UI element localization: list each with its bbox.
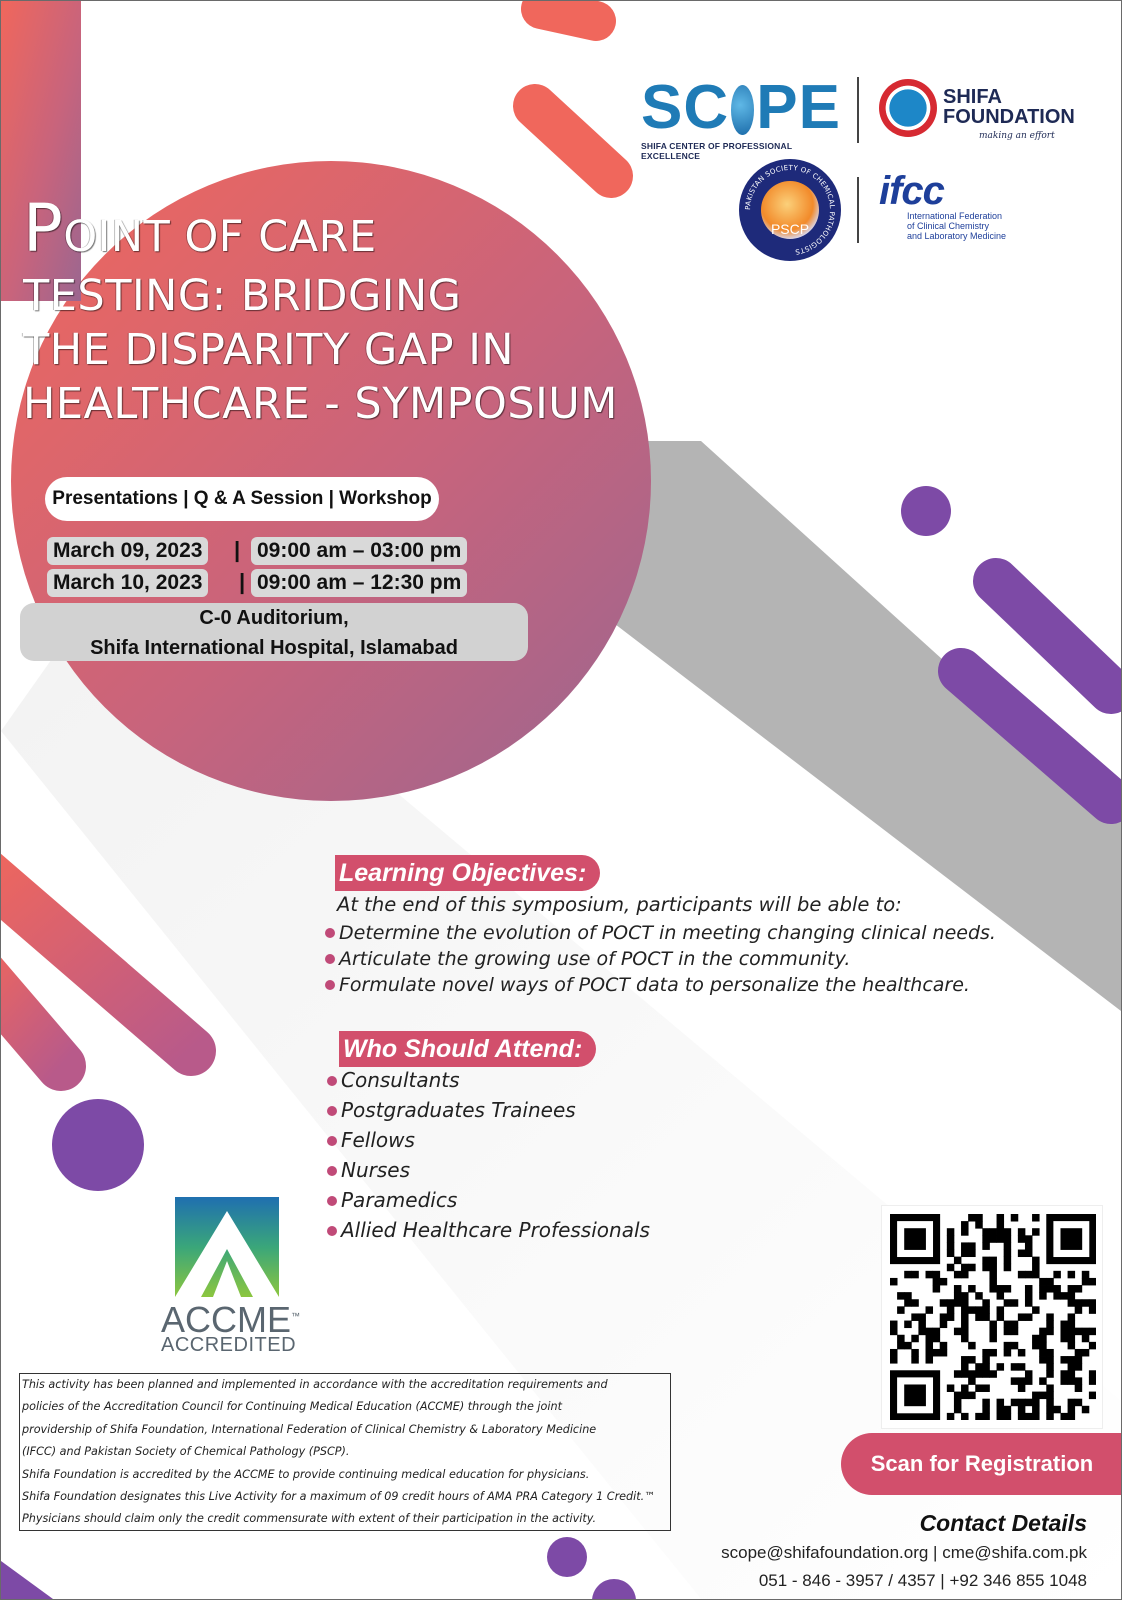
title-line-1: POINT OF CARE [23, 190, 377, 267]
disclaimer-line-4: (IFCC) and Pakistan Society of Chemical Pathology (PSCP). [22, 1445, 350, 1459]
bullet-icon [327, 1166, 337, 1176]
schedule-separator-2: | [239, 569, 246, 594]
objective-item-2: Articulate the growing use of POCT in the community. [325, 948, 850, 970]
bullet-icon [325, 954, 335, 964]
ifcc-full-line1: International Federation [907, 211, 1003, 221]
schedule-time-1: 09:00 am – 03:00 pm [251, 537, 467, 565]
scope-tagline: SHIFA CENTER OF PROFESSIONAL EXCELLENCE [641, 141, 793, 161]
purple-dot-right [901, 486, 951, 536]
bullet-icon [325, 980, 335, 990]
audience-item-1: Consultants [327, 1068, 460, 1092]
scope-wordmark: SC PE [641, 73, 841, 142]
objective-item-3: Formulate novel ways of POCT data to personalize the healthcare. [325, 974, 970, 996]
accreditation-disclaimer [19, 1373, 671, 1531]
bullet-icon [327, 1106, 337, 1116]
event-title [23, 190, 663, 431]
title-line-2: TESTING: BRIDGING [23, 271, 462, 321]
contact-heading: Contact Details [919, 1510, 1087, 1536]
globe-icon [731, 85, 754, 135]
bullet-icon [325, 928, 335, 938]
schedule-date-1: March 09, 2023 [47, 537, 208, 565]
disclaimer-line-3: providership of Shifa Foundation, International Federation of Clinical Chemistry & Laboratory Medicine [22, 1422, 597, 1436]
ifcc-logo [879, 171, 1019, 251]
venue [20, 603, 528, 661]
purple-dot-left [52, 1099, 144, 1191]
audience-item-3: Fellows [327, 1128, 415, 1152]
ifcc-fullname [907, 211, 1019, 241]
session-formats: Presentations | Q & A Session | Workshop [45, 477, 439, 521]
left-pill-2 [1, 961, 61, 1066]
audience-heading: Who Should Attend: [339, 1031, 596, 1067]
accme-word: ACCME™ [161, 1299, 301, 1340]
pscp-ring-text: PAKISTAN SOCIETY OF CHEMICAL PATHOLOGISTS [743, 163, 837, 256]
shifa-foundation-logo [879, 79, 1075, 143]
audience-item-2: Postgraduates Trainees [327, 1098, 576, 1122]
purple-dot-bottom-2 [592, 1579, 636, 1599]
purple-dot-bottom [547, 1537, 587, 1577]
shifa-name-line1: SHIFA [943, 86, 1002, 108]
accme-logo [161, 1197, 301, 1359]
venue-line-1: C-0 Auditorium, [199, 607, 349, 629]
purple-pill-right-1 [996, 581, 1111, 691]
qr-code-icon [890, 1214, 1096, 1420]
venue-line-2: Shifa International Hospital, Islamabad [90, 637, 458, 659]
disclaimer-line-7: Physicians should claim only the credit commensurate with extent of their participation in the activity. [22, 1512, 597, 1526]
audience-item-5: Paramedics [327, 1188, 457, 1212]
bullet-icon [327, 1076, 337, 1086]
pscp-logo [739, 159, 841, 261]
bullet-icon [327, 1226, 337, 1236]
ifcc-wordmark: ifcc [879, 169, 944, 213]
logo-divider-2 [857, 177, 859, 243]
logo-divider [857, 77, 859, 143]
objective-item-1: Determine the evolution of POCT in meeting changing clinical needs. [325, 922, 996, 944]
shifa-tagline: making an effort [979, 131, 1055, 141]
disclaimer-line-5: Shifa Foundation is accredited by the ACCME to provide continuing medical education for physicians. [22, 1467, 590, 1481]
scan-for-registration-button[interactable]: Scan for Registration [841, 1433, 1122, 1495]
schedule-date-2: March 10, 2023 [47, 569, 208, 597]
objectives-heading: Learning Objectives: [335, 855, 600, 891]
schedule-time-2: 09:00 am – 12:30 pm [251, 569, 467, 597]
objectives-intro: At the end of this symposium, participants will be able to: [337, 893, 902, 916]
contact-phones[interactable]: 051 - 846 - 3957 / 4357 | +92 346 855 1048 [758, 1571, 1087, 1590]
coral-pill-1 [541, 9, 596, 21]
disclaimer-line-6: Shifa Foundation designates this Live Activity for a maximum of 09 credit hours of AMA PRA Category 1 Credit.™ [22, 1490, 656, 1504]
contact-emails[interactable]: scope@shifafoundation.org | cme@shifa.com.pk [721, 1543, 1087, 1562]
registration-qr-code[interactable] [881, 1205, 1103, 1429]
audience-item-4: Nurses [327, 1158, 410, 1182]
coral-pill-2 [535, 106, 611, 176]
bullet-icon [327, 1196, 337, 1206]
accme-accredited: ACCREDITED [161, 1334, 297, 1356]
ifcc-full-line2: of Clinical Chemistry [907, 221, 990, 231]
audience-item-6: Allied Healthcare Professionals [327, 1218, 650, 1242]
schedule-separator-1: | [234, 537, 241, 562]
pscp-abbr: PSCP [770, 221, 810, 237]
disclaimer-line-1: This activity has been planned and implemented in accordance with the accreditation requirements and [22, 1378, 608, 1391]
scope-logo [641, 73, 841, 161]
bullet-icon [327, 1136, 337, 1146]
title-line-3: THE DISPARITY GAP IN [23, 325, 515, 375]
purple-corner-bottom-left [1, 1561, 53, 1599]
shifa-emblem-icon [879, 79, 937, 137]
accme-mark-icon [175, 1197, 279, 1297]
title-line-4: HEALTHCARE - SYMPOSIUM [23, 379, 618, 429]
disclaimer-line-2: policies of the Accreditation Council for Continuing Medical Education (ACCME) through the joint [22, 1400, 562, 1414]
shifa-name-line2: FOUNDATION [943, 106, 1075, 128]
ifcc-full-line3: and Laboratory Medicine [907, 231, 1007, 241]
